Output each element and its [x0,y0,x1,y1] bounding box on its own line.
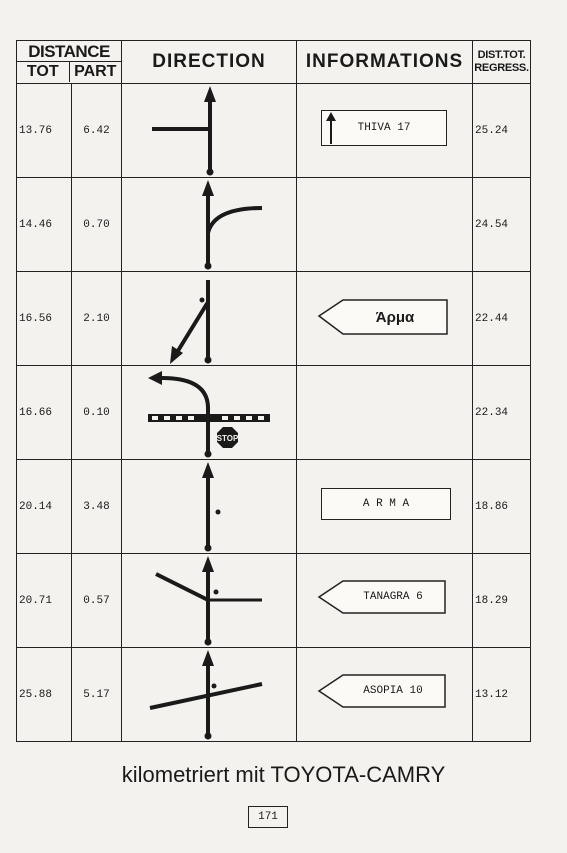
direction-cell [122,648,297,742]
tulip-left-junction-straight-icon [122,84,297,177]
part-cell: 0.70 [72,178,122,272]
regress-header-line2: REGRESS. [474,62,529,74]
tulip-straight-on-icon [122,460,297,553]
tulip-diagonal-crossing-straight-icon [122,648,297,741]
sign-text: THIVA 17 [357,122,411,134]
direction-cell [122,84,297,178]
regress-cell: 25.24 [473,84,531,178]
regress-cell: 22.44 [473,272,531,366]
tot-cell: 13.76 [17,84,72,178]
part-cell: 3.48 [72,460,122,554]
table-header-row [17,41,531,84]
table-row [17,648,531,742]
tot-cell: 20.71 [17,554,72,648]
direction-cell [122,366,297,460]
regress-cell: 22.34 [473,366,531,460]
table-row [17,366,531,460]
table-row [17,84,531,178]
tot-cell: 16.66 [17,366,72,460]
tulip-sharp-left-fork-icon [122,272,297,365]
road-sign [345,302,445,332]
table-row [17,460,531,554]
sign-text: TANAGRA 6 [363,591,423,603]
part-header: PART [74,62,117,80]
page-number: 171 [248,806,288,828]
tulip-left-turn-railway-stop-icon [122,366,297,459]
tot-cell: 25.88 [17,648,72,742]
table-row [17,554,531,648]
direction-cell [122,178,297,272]
regress-header [473,41,531,84]
sign-text: ASOPIA 10 [363,685,423,697]
part-cell: 5.17 [72,648,122,742]
part-cell: 6.42 [72,84,122,178]
regress-cell: 24.54 [473,178,531,272]
direction-cell [122,554,297,648]
regress-cell: 13.12 [473,648,531,742]
part-cell: 0.10 [72,366,122,460]
information-cell [297,178,473,272]
information-cell [297,84,473,178]
footer-caption: kilometriert mit TOYOTA-CAMRY [121,762,446,787]
direction-cell [122,272,297,366]
information-cell [297,366,473,460]
information-cell [297,648,473,742]
distance-header [17,41,122,84]
part-cell: 2.10 [72,272,122,366]
up-arrow-icon [324,111,338,145]
tot-cell: 16.56 [17,272,72,366]
stop-sign-label: STOP [216,434,239,443]
regress-header-line1: DIST.TOT. [477,49,526,61]
road-sign [321,110,447,146]
roadbook-table [16,40,531,742]
tot-cell: 14.46 [17,178,72,272]
direction-header: DIRECTION [122,41,297,84]
information-cell [297,554,473,648]
regress-cell: 18.86 [473,460,531,554]
information-cell [297,460,473,554]
road-sign [343,582,443,612]
sign-text: Άρμα [375,308,415,326]
direction-cell [122,460,297,554]
part-cell: 0.57 [72,554,122,648]
table-row [17,178,531,272]
distance-header-label: DISTANCE [16,43,122,62]
information-cell [297,272,473,366]
tulip-right-curve-icon [122,178,297,271]
informations-header: INFORMATIONS [297,41,473,84]
road-sign [343,676,443,706]
tot-cell: 20.14 [17,460,72,554]
regress-cell: 18.29 [473,554,531,648]
table-row [17,272,531,366]
tulip-crossroads-straight-icon [122,554,297,647]
road-sign [321,488,451,520]
tot-header: TOT [17,62,70,82]
sign-text: A R M A [362,498,410,510]
